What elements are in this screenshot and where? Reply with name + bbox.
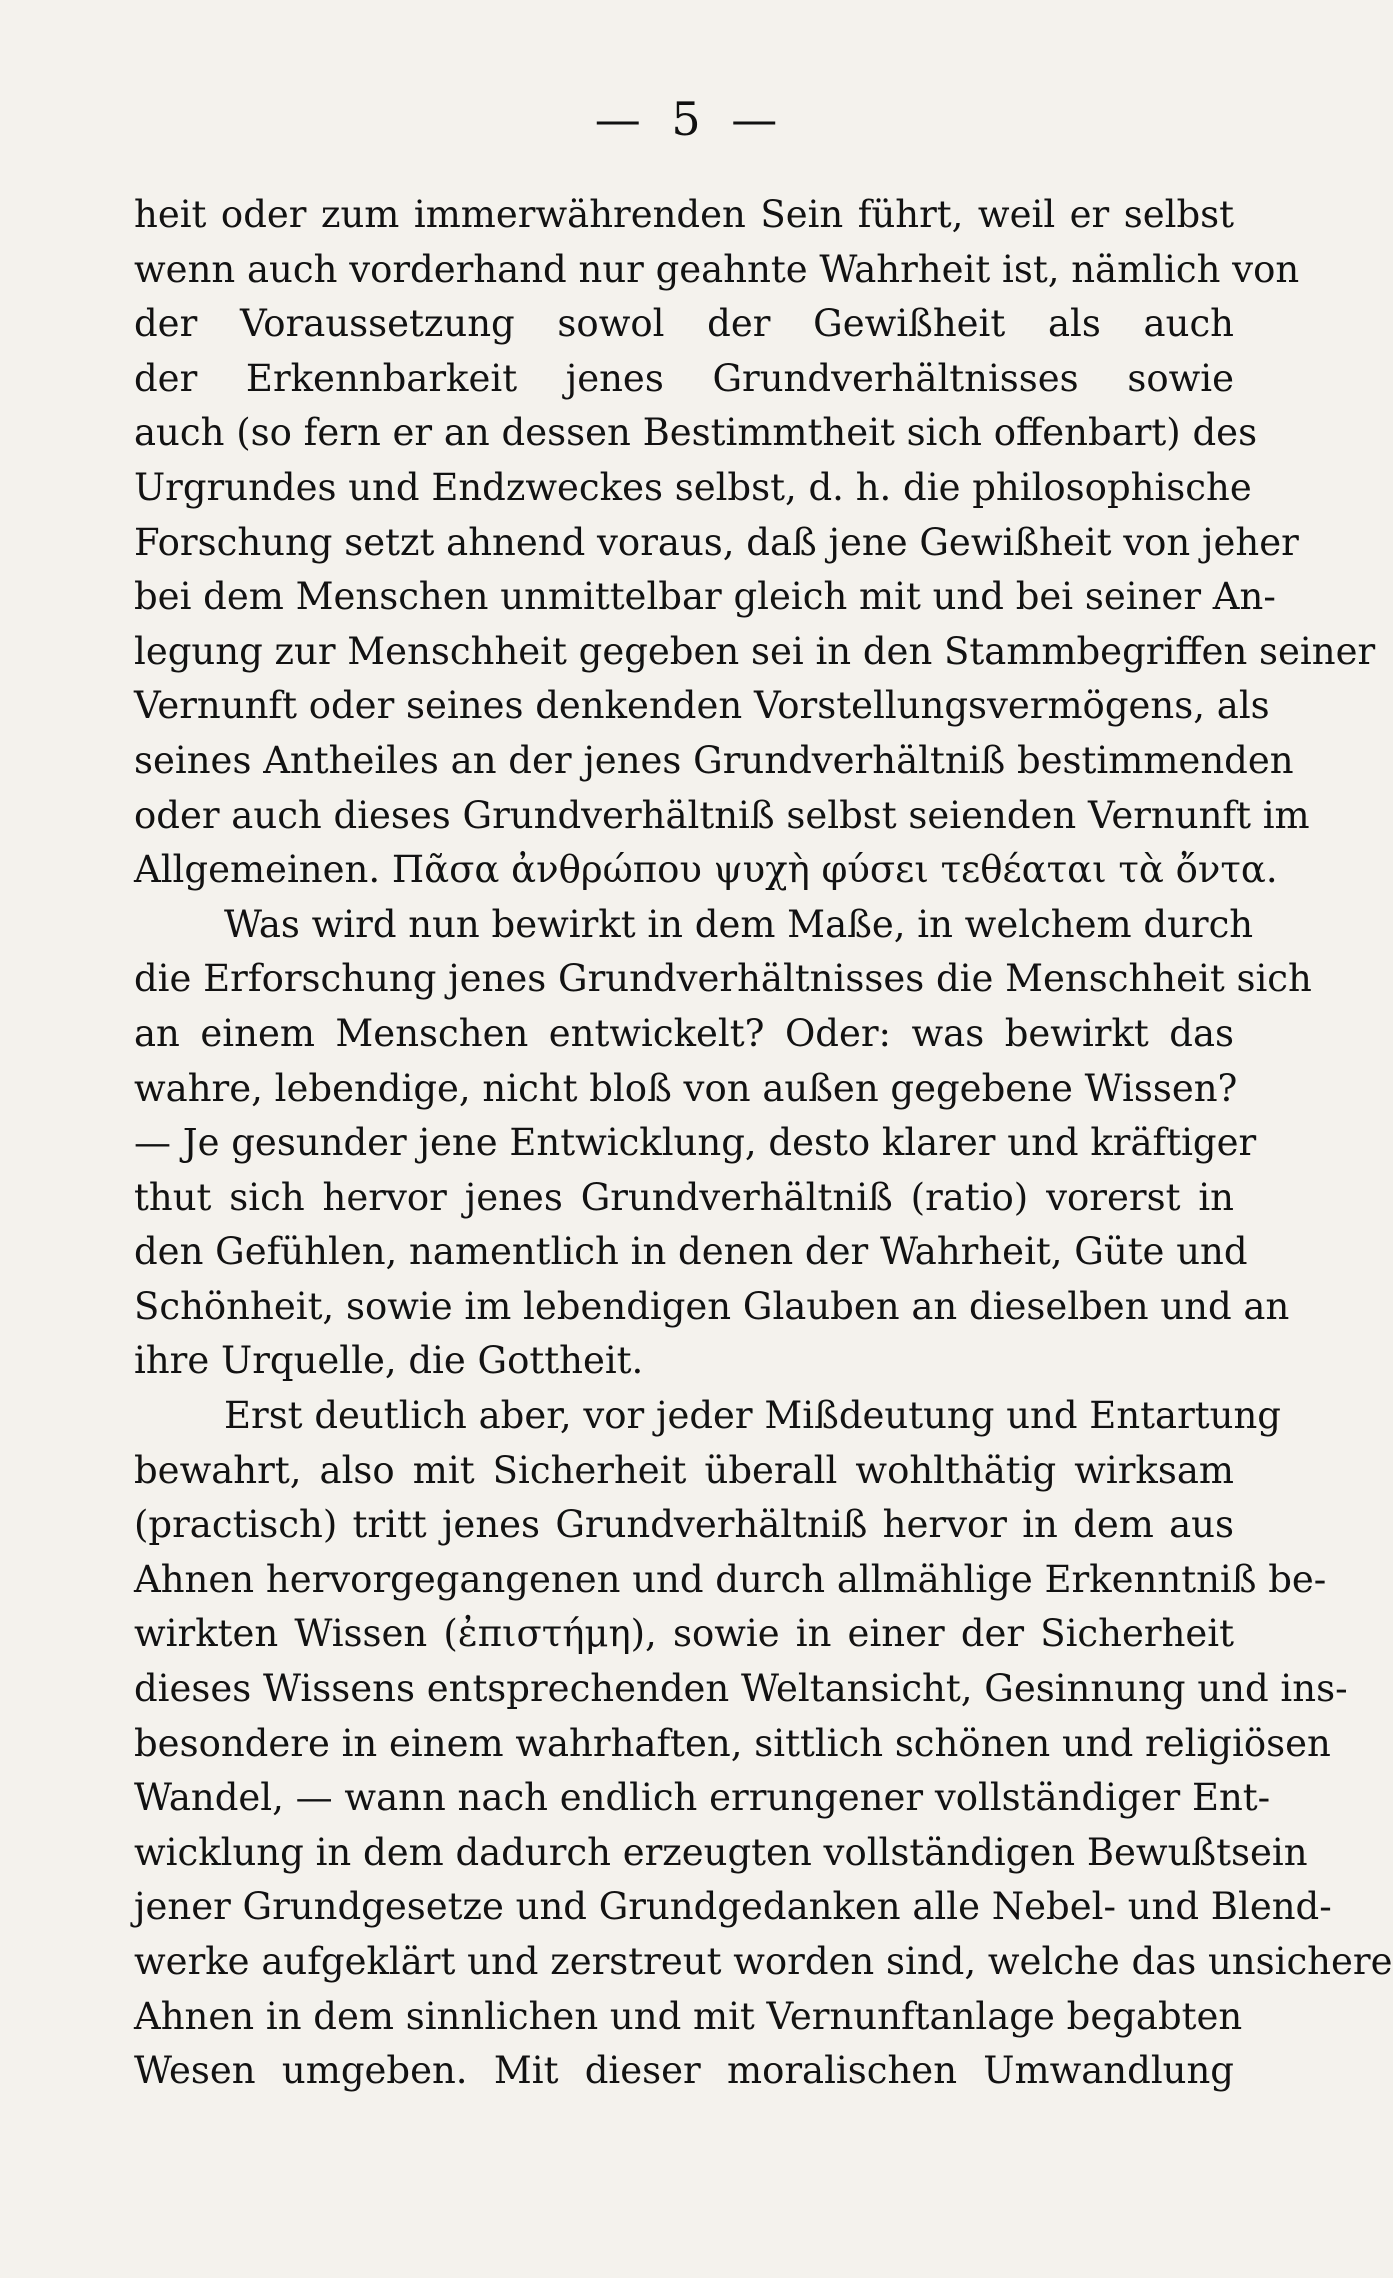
page-number: — 5 — [594,92,786,146]
text-line: besondere in einem wahrhaften, sittlich schönen und religiösen [134,1721,1331,1765]
text-line: Erst deutlich aber, vor jeder Mißdeutung und Entartung [224,1394,1281,1438]
text-line: Wesen umgeben. Mit dieser moralischen Umwandlung [134,2049,1234,2093]
text-line: die Erforschung jenes Grundverhältnisses die Menschheit sich [134,957,1312,1001]
text-line: bewahrt, also mit Sicherheit überall wohlthätig wirksam [134,1448,1234,1492]
text-line: thut sich hervor jenes Grundverhältniß (ratio) vorerst in [134,1175,1234,1219]
text-line: Urgrundes und Endzweckes selbst, d. h. die philosophische [134,465,1252,509]
text-line: Wandel, — wann nach endlich errungener vollständiger Ent- [134,1776,1271,1820]
text-line: wenn auch vorderhand nur geahnte Wahrheit ist, nämlich von [134,247,1300,291]
text-line: der Voraussetzung sowol der Gewißheit als auch [134,302,1234,346]
text-line: Schönheit, sowie im lebendigen Glauben an dieselben und an [134,1284,1290,1328]
text-line: dieses Wissens entsprechenden Weltansicht, Gesinnung und ins- [134,1667,1348,1711]
text-line: seines Antheiles an der jenes Grundverhältniß bestimmenden [134,738,1294,782]
text-line: Forschung setzt ahnend voraus, daß jene Gewißheit von jeher [134,520,1299,564]
text-line: an einem Menschen entwickelt? Oder: was bewirkt das [134,1011,1234,1055]
text-line: werke aufgeklärt und zerstreut worden sind, welche das unsichere [134,1940,1393,1983]
text-line: Was wird nun bewirkt in dem Maße, in welchem durch [224,902,1254,946]
text-line: wirkten Wissen (ἐπιστήμη), sowie in einer der Sicherheit [134,1612,1234,1656]
text-line: heit oder zum immerwährenden Sein führt, weil er selbst [134,193,1234,236]
body-text [134,188,1393,2099]
text-line: legung zur Menschheit gegeben sei in den Stammbegriffen seiner [134,629,1376,673]
text-line: auch (so fern er an dessen Bestimmtheit sich offenbart) des [134,411,1258,455]
text-line: — Je gesunder jene Entwicklung, desto klarer und kräftiger [134,1121,1257,1165]
text-line: Allgemeinen. Πᾶσα ἀνθρώπου ψυχὴ φύσει τεθέαται τὰ ὄντα. [134,848,1278,892]
text-line: ihre Urquelle, die Gottheit. [134,1339,644,1383]
text-line: Vernunft oder seines denkenden Vorstellungsvermögens, als [134,684,1270,728]
text-line: Ahnen hervorgegangenen und durch allmählige Erkenntniß be- [134,1557,1327,1601]
text-line: bei dem Menschen unmittelbar gleich mit und bei seiner An- [134,575,1276,619]
text-line: wicklung in dem dadurch erzeugten vollständigen Bewußtsein [134,1830,1308,1874]
text-line: oder auch dieses Grundverhältniß selbst seienden Vernunft im [134,793,1310,837]
text-line: der Erkennbarkeit jenes Grundverhältnisses sowie [134,356,1234,400]
text-line: (practisch) tritt jenes Grundverhältniß hervor in dem aus [134,1503,1234,1547]
text-line: den Gefühlen, namentlich in denen der Wahrheit, Güte und [134,1230,1248,1274]
text-line: Ahnen in dem sinnlichen und mit Vernunftanlage begabten [134,1994,1243,2038]
text-line: jener Grundgesetze und Grundgedanken alle Nebel- und Blend- [134,1885,1332,1929]
text-line: wahre, lebendige, nicht bloß von außen gegebene Wissen? [134,1066,1238,1110]
